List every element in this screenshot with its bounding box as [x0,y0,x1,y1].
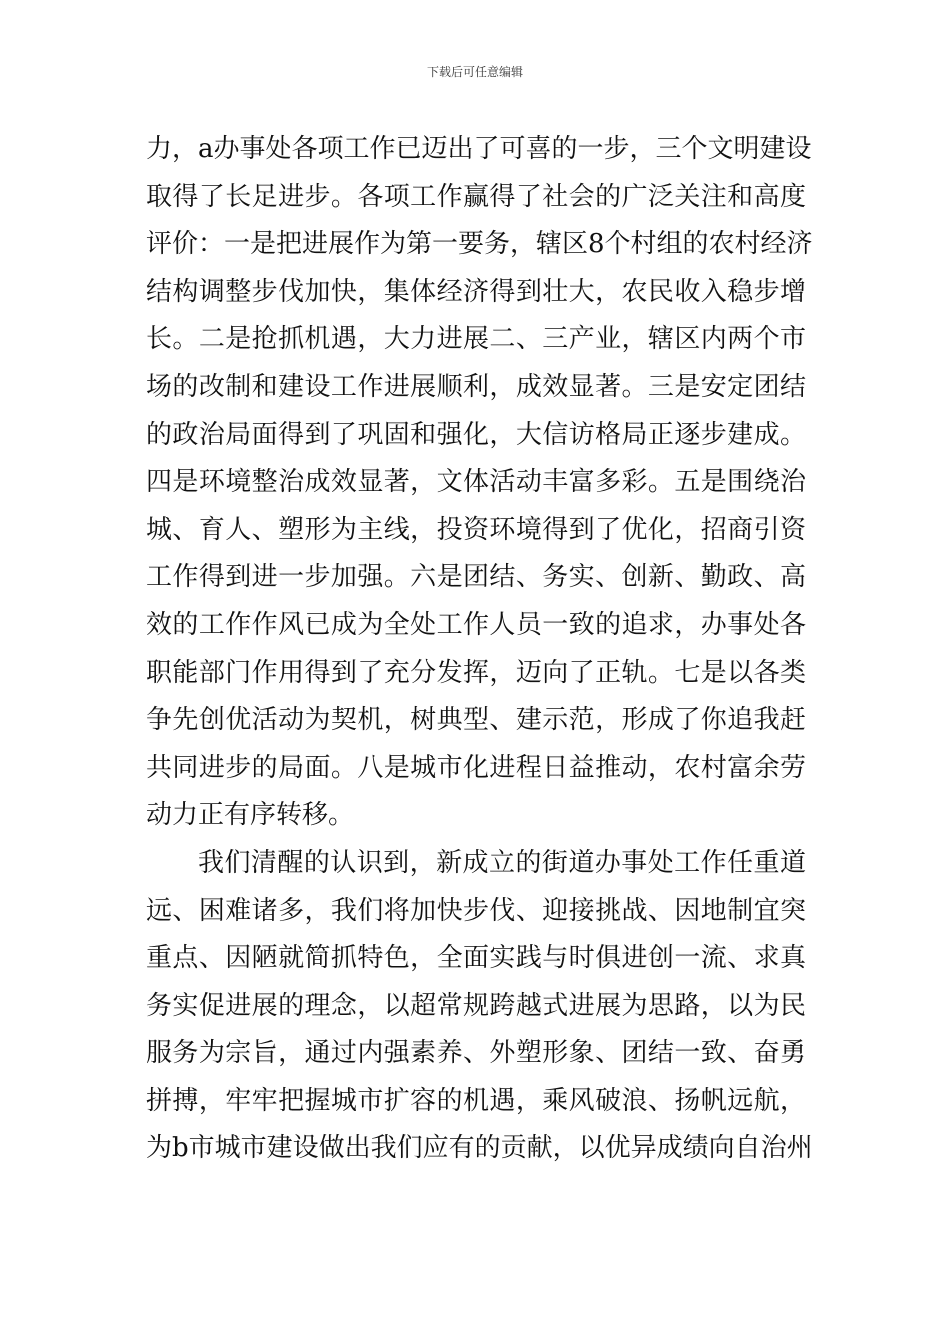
text-line: 职能部门作用得到了充分发挥，迈向了正轨。七是以各类 [146,657,806,688]
text-line: 重点、因陋就简抓特色，全面实践与时俱进创一流、求真 [146,943,806,974]
text-line: 结构调整步伐加快，集体经济得到壮大，农民收入稳步增 [146,276,806,307]
text-line: 拼搏，牢牢把握城市扩容的机遇，乘风破浪、扬帆远航， [146,1085,806,1116]
text-line: 的政治局面得到了巩固和强化，大信访格局正逐步建成。 [146,419,806,450]
text-line: 为b市城市建设做出我们应有的贡献，以优异成绩向自治州 [146,1133,813,1164]
text-line: 四是环境整治成效显著，文体活动丰富多彩。五是围绕治 [146,467,806,498]
text-line: 工作得到进一步加强。六是团结、务实、创新、勤政、高 [146,562,806,593]
text-line: 力，a办事处各项工作已迈出了可喜的一步，三个文明建设 [146,134,812,164]
text-line: 取得了长足进步。各项工作赢得了社会的广泛关注和高度 [146,181,806,212]
text-line: 场的改制和建设工作进展顺利，成效显著。三是安定团结 [146,371,806,402]
text-line: 远、困难诸多，我们将加快步伐、迎接挑战、因地制宜突 [146,895,806,926]
text-line: 评价：一是把进展作为第一要务，辖区8个村组的农村经济 [146,229,813,260]
text-line: 服务为宗旨，通过内强素养、外塑形象、团结一致、奋勇 [146,1038,806,1069]
paragraph-2 [146,840,813,1173]
text-line: 动力正有序转移。 [146,800,355,831]
text-line: 我们清醒的认识到，新成立的街道办事处工作任重道 [198,847,806,878]
page-header-note: 下载后可任意编辑 [426,65,523,79]
text-line: 效的工作作风已成为全处工作人员一致的追求，办事处各 [146,609,806,640]
text-line: 城、育人、塑形为主线，投资环境得到了优化，招商引资 [146,514,806,545]
text-line: 争先创优活动为契机，树典型、建示范，形成了你追我赶 [146,705,806,736]
paragraph-1 [146,126,813,840]
document-body [146,126,813,1173]
text-line: 务实促进展的理念，以超常规跨越式进展为思路，以为民 [146,990,806,1021]
text-line: 长。二是抢抓机遇，大力进展二、三产业，辖区内两个市 [146,324,806,355]
text-line: 共同进步的局面。八是城市化进程日益推动，农村富余劳 [146,752,806,783]
